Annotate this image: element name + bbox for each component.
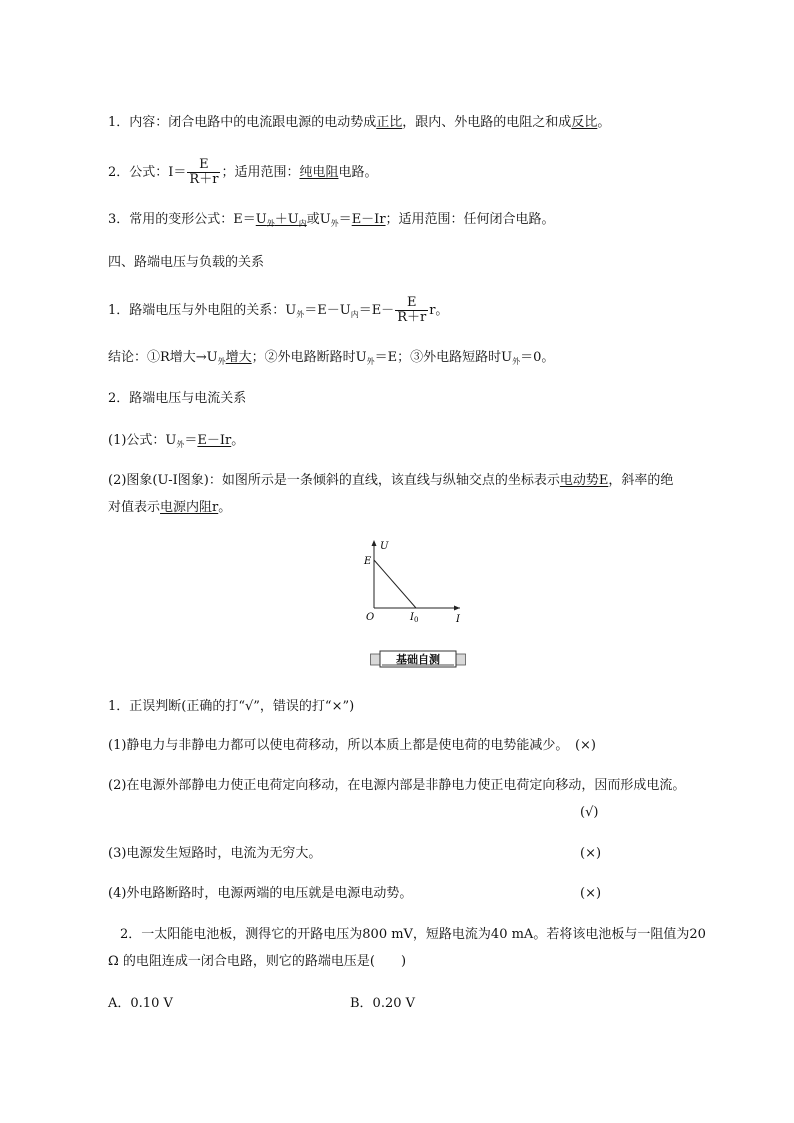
judgement-mark: (×) — [574, 738, 596, 753]
graph-description-cont: 对值表示电源内阻r。 — [108, 500, 232, 515]
option-b[interactable]: B．0.20 V — [350, 996, 416, 1011]
conclusion-line: 结论：①R增大$\to U_外$增大；②外电路断路时$U_外=E$；③外电路短路时$U_外=0$。 — [108, 350, 555, 366]
x-axis-arrow-icon — [454, 606, 460, 611]
answer-blank: E－Ir — [197, 433, 232, 448]
judgement-item: (2)在电源外部静电力使正电荷定向移动，在电源内部是非静电力使正电荷定向移动，因而形成电流。 — [108, 778, 686, 793]
answer-blank: 纯电阻 — [299, 165, 339, 180]
judgement-mark: (√) — [580, 805, 599, 820]
content-line: 1．内容：闭合电路中的电流跟电源的电动势成正比，跟内、外电路的电阻之和成反比。 — [108, 115, 611, 130]
judgement-item: (1)静电力与非静电力都可以使电荷移动，所以本质上都是使电荷的电势能减少。 (×) — [108, 738, 596, 753]
u-i-line — [374, 560, 416, 608]
answer-blank: 反比 — [571, 115, 598, 130]
subheading: 2．路端电压与电流关系 — [108, 391, 247, 406]
judgement-mark: (×) — [580, 886, 602, 901]
y-axis-arrow-icon — [372, 540, 377, 546]
judgement-mark: (×) — [580, 846, 602, 861]
fraction: $\frac{E}{R+r}$ — [189, 157, 219, 187]
question-stem-cont: Ω 的电阻连成一闭合电路，则它的路端电压是( ) — [108, 954, 407, 969]
section-banner — [370, 650, 466, 668]
question-stem: 2．一太阳能电池板，测得它的开路电压为800 mV，短路电流为40 mA。若将该电池板与一阻值为20 — [120, 927, 706, 942]
judgement-item: (3)电源发生短路时，电流为无穷大。 — [108, 846, 322, 861]
answer-blank: 增大 — [225, 350, 252, 365]
x-axis-label: I — [456, 614, 460, 625]
option-a[interactable]: A．0.10 V — [108, 996, 173, 1011]
answer-blank: 电源内阻r — [160, 500, 219, 515]
variant-formula-line: 3．常用的变形公式：$E=U_外+U_内$或$U_外=E-Ir$；适用范围：任何闭合电路。 — [108, 212, 555, 228]
i0-label: $I_0$ — [410, 612, 419, 624]
section-heading: 四、路端电压与负载的关系 — [108, 255, 265, 270]
formula-line: 2．公式：I＝ $\frac{E}{R+r}$ ；适用范围：纯电阻电路。 — [108, 157, 378, 187]
origin-label: O — [366, 612, 375, 623]
formula-line: (1)公式：$U_外=E-Ir$。 — [108, 433, 245, 449]
y-axis-label: U — [380, 541, 389, 552]
graph-description: (2)图象(U-I图象)：如图所示是一条倾斜的直线，该直线与纵轴交点的坐标表示电动势E，斜率的绝 — [108, 473, 674, 488]
u-i-graph — [360, 536, 470, 626]
fraction: $\frac{E}{R+r}$ — [397, 295, 427, 325]
formula-line: 1．路端电压与外电阻的关系：$U_外=E-U_内=E-$ $\frac{E}{R+r}$ r。 — [108, 295, 449, 325]
banner-title: 基础自测 — [396, 653, 440, 666]
answer-blank: 正比 — [376, 115, 403, 130]
judgement-item: (4)外电路断路时，电源两端的电压就是电源电动势。 — [108, 886, 413, 901]
answer-blank: E－Ir — [351, 212, 386, 227]
answer-blank: 电动势E — [559, 473, 609, 488]
question-stem: 1．正误判断(正确的打“√”，错误的打“×”) — [108, 699, 355, 714]
answer-blank: $U_外+U_内$ — [255, 212, 307, 228]
e-label: E — [364, 556, 372, 567]
